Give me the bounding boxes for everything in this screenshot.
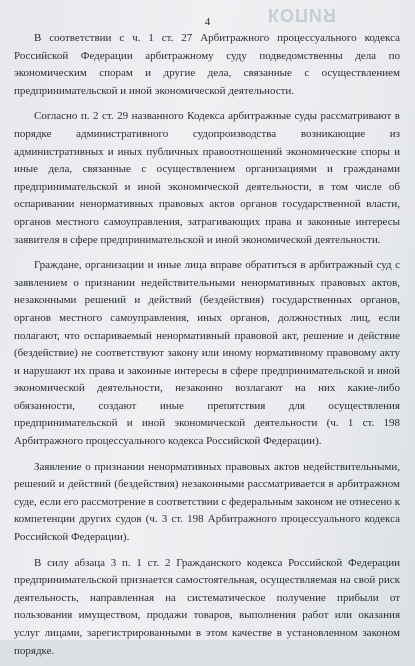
paragraph-5: В силу абзаца 3 п. 1 ст. 2 Гражданского кодекса Российской Федерации предпринимательской признается самостоятельная, осуществляемая на свой риск деятельность, направленная на систематическое получение прибыли от пользования имуществом, продажи товаров, выполнения работ или оказания услуг лицами, зарегистрированными в этом качестве в установленном законом порядке. [14, 556, 400, 657]
paragraph-3: Граждане, организации и иные лица вправе обратиться в арбитражный суд с заявлением о признании недействительными ненормативных правовых актов, незаконными решений и действий (бездействия) государственных органов, органов местного самоуправления, иных органов, должностных лиц, если полагают, что оспариваемый ненормативный правовой акт, решение и действие (бездействие) не соответствуют закону или иному нормативному правовому акту и нарушают их права и законные интересы в сфере предпринимательской и иной экономической деятельности, незаконно возлагают на них какие-либо обязанности, создают иные препятствия для осуществления предпринимательской и иной экономической деятельности (ч. 1 ст. 198 Арбитражного процессуального кодекса Российской Федерации). [14, 259, 400, 448]
paragraph-4: Заявление о признании ненормативных правовых актов недействительными, решений и действий (бездействия) незаконными рассматривается в арбитражном суде, если его рассмотрение в соответствии с федеральным законом не отнесено к компетенции других судов (ч. 3 ст. 198 Арбитражного процессуального кодекса Российской Федерации). [14, 460, 400, 544]
paragraph-1: В соответствии с ч. 1 ст. 27 Арбитражного процессуального кодекса Российской Федерации арбитражному суду подведомственны дела по экономическим спорам и другие дела, связанные с осуществлением предпринимательской и иной экономической деятельности. [14, 32, 400, 97]
page-number: 4 [204, 16, 211, 28]
copy-stamp: КОПИЯ [268, 5, 337, 25]
document-body [14, 30, 400, 666]
paragraph-2: Согласно п. 2 ст. 29 названного Кодекса арбитражные суды рассматривают в порядке административного судопроизводства возникающие из административных и иных публичных правоотношений экономические споры и иные дела, связанные с осуществлением организациями и гражданами предпринимательской и иной экономической деятельности, в том числе об оспаривании ненормативных правовых актов органов государственной власти, органов местного самоуправления, затрагивающих права и законные интересы заявителя в сфере предпринимательской и иной экономической деятельности. [14, 110, 400, 246]
